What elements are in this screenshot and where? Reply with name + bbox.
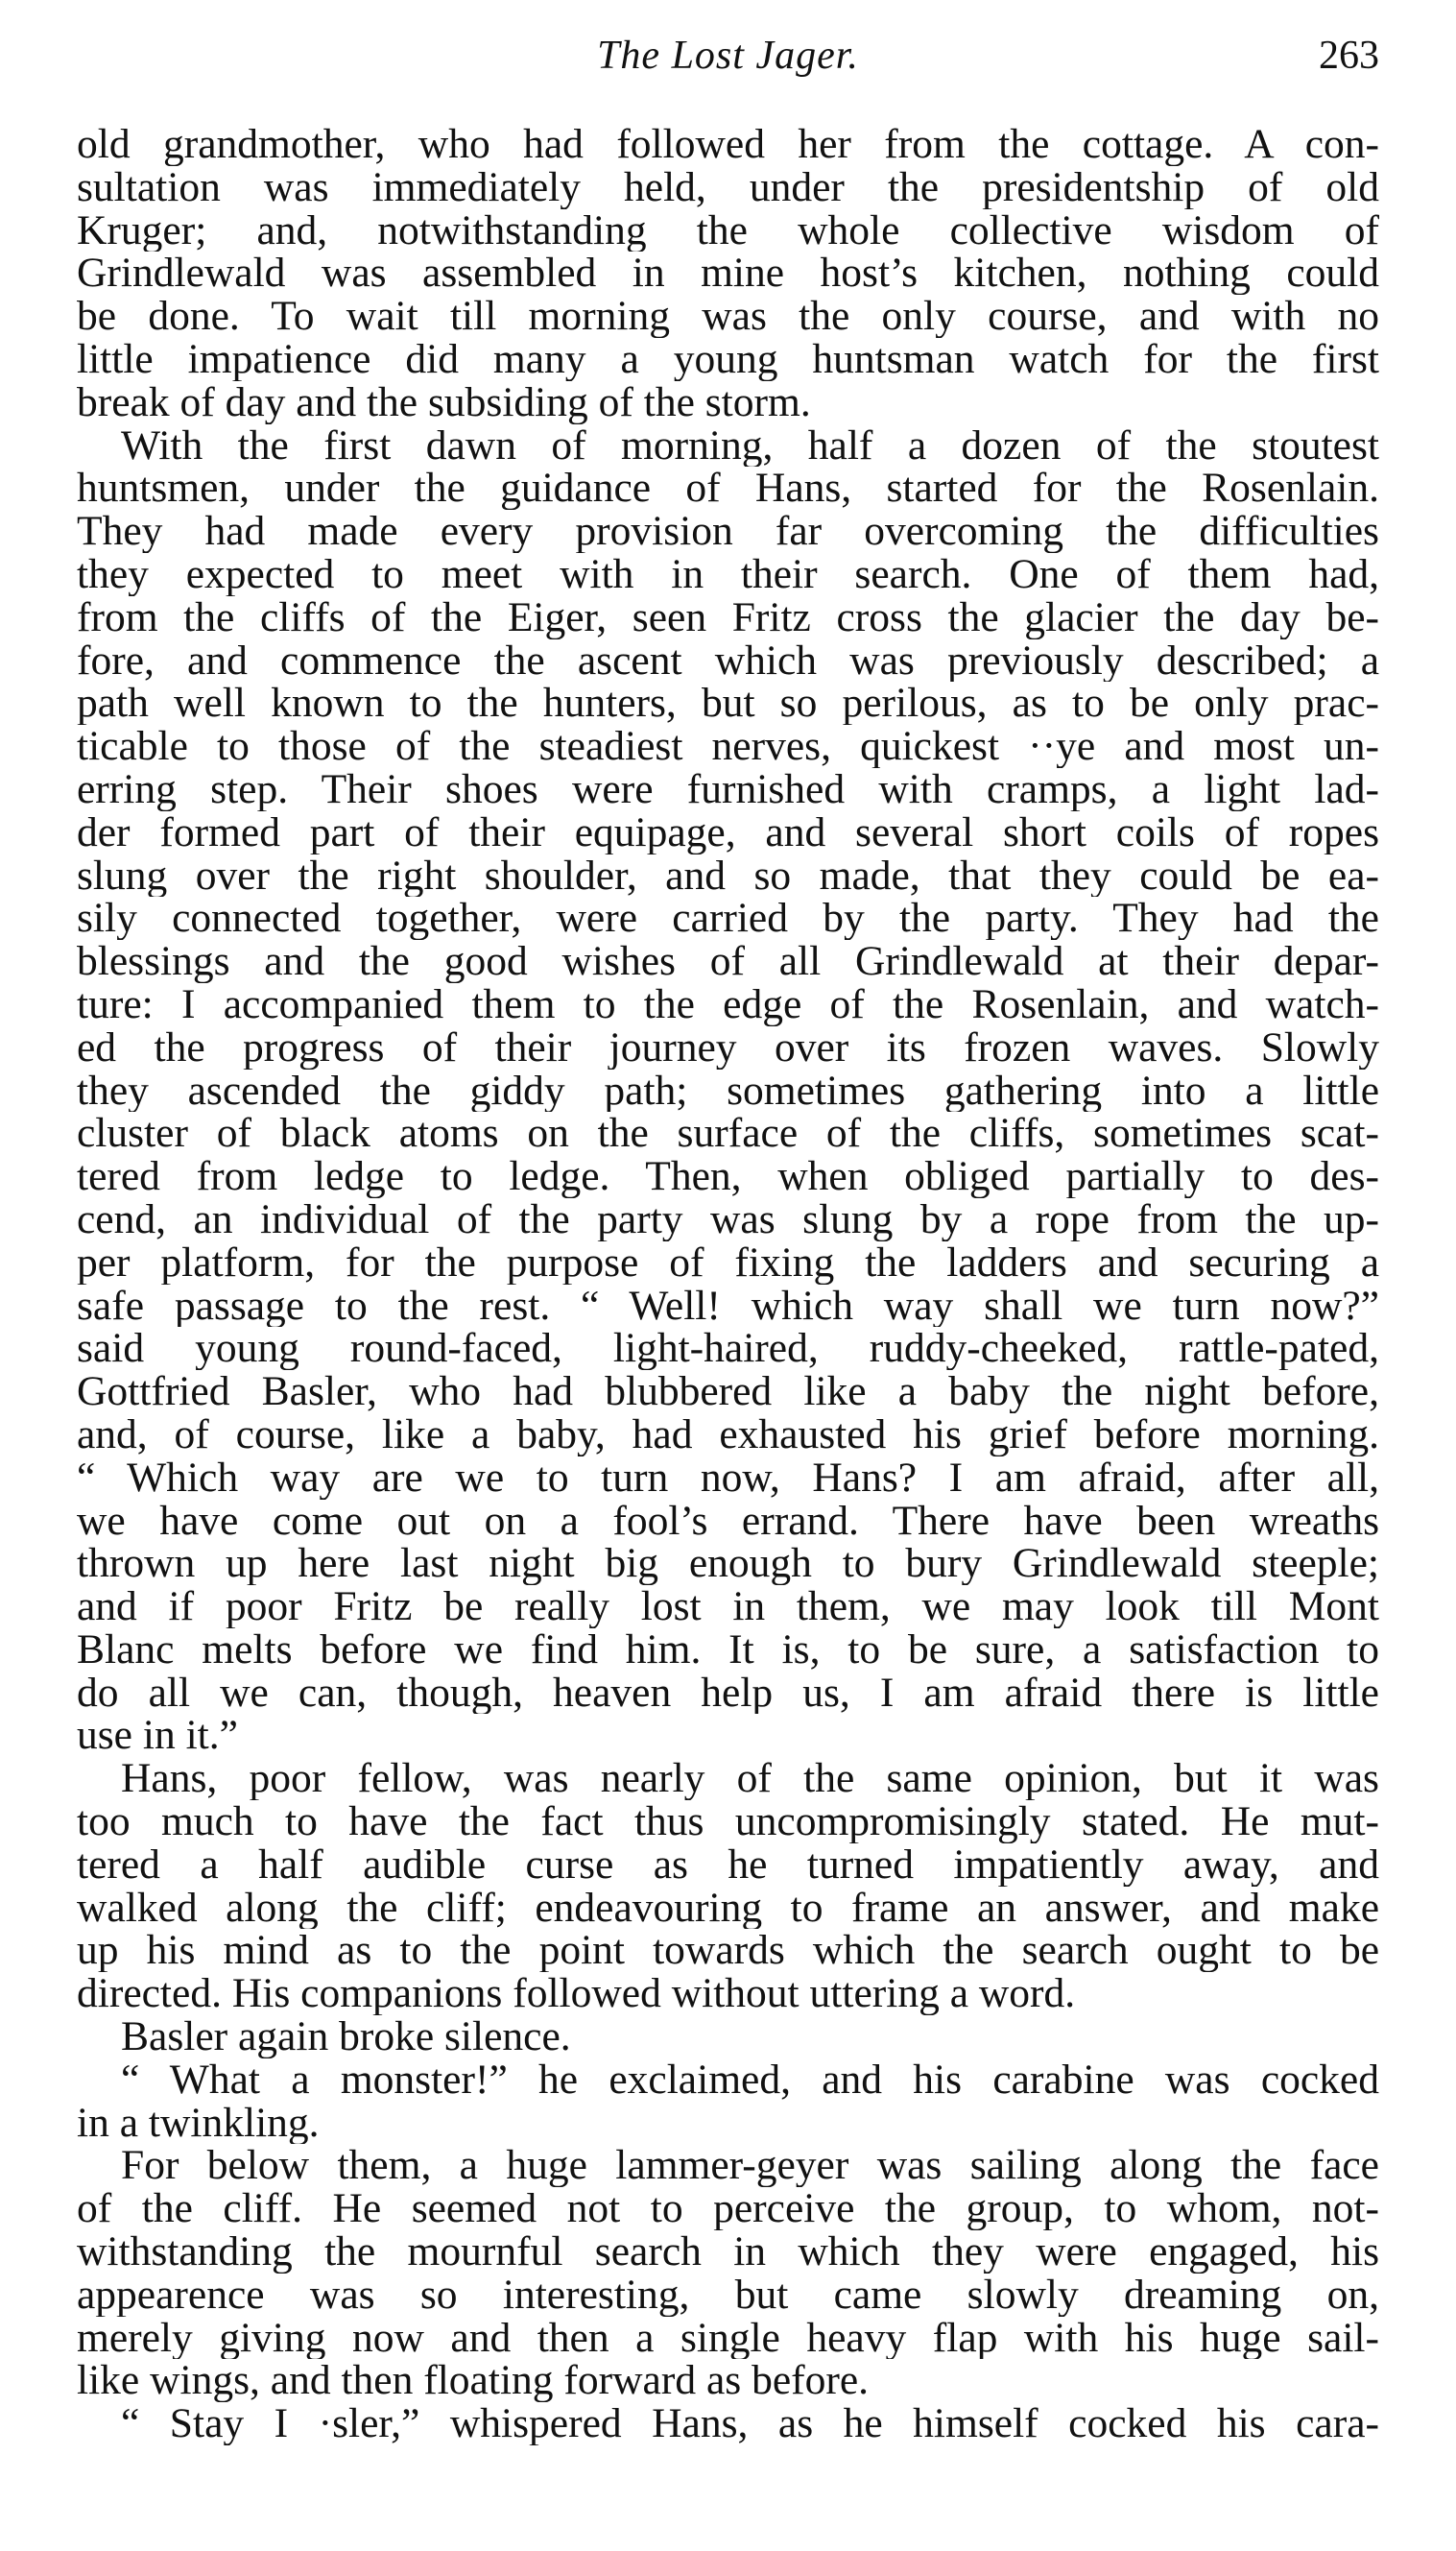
text-line: Kruger; and, notwithstanding the whole collective wisdom of [77, 208, 1379, 253]
text-line: walked along the cliff; endeavouring to frame an answer, and make [77, 1886, 1379, 1930]
text-line: cluster of black atoms on the surface of the cliffs, sometimes scat- [77, 1112, 1379, 1156]
text-line: Grindlewald was assembled in mine host’s kitchen, nothing could [77, 252, 1379, 296]
text-line: safe passage to the rest. “ Well! which way shall we turn now?” [77, 1284, 1379, 1328]
text-line: appearence was so interesting, but came slowly dreaming on, [77, 2273, 1379, 2317]
text-line: fore, and commence the ascent which was previously described; a [77, 638, 1379, 683]
paragraph [77, 1757, 1379, 2015]
text-line: For below them, a huge lammer-geyer was sailing along the face [121, 2144, 1379, 2188]
text-line: be done. To wait till morning was the only course, and with no [77, 295, 1379, 338]
text-line: per platform, for the purpose of fixing the ladders and securing a [77, 1240, 1379, 1285]
text-line: too much to have the fact thus uncompromisingly stated. He mut- [77, 1800, 1379, 1843]
paragraph [77, 2402, 1379, 2445]
text-line: use in it.” [77, 1714, 238, 1758]
text-line: of the cliff. He seemed not to perceive the group, to whom, not- [77, 2187, 1379, 2231]
text-line: “ Stay I ·sler,” whispered Hans, as he himself cocked his cara- [121, 2402, 1379, 2446]
text-line: like wings, and then floating forward as before. [77, 2359, 870, 2403]
text-line: ticable to those of the steadiest nerves, quickest ··ye and most un- [77, 725, 1379, 768]
running-head [77, 27, 1379, 84]
text-line: ed the progress of their journey over its frozen waves. Slowly [77, 1025, 1379, 1070]
text-line: Basler again broke silence. [121, 2015, 571, 2058]
paragraph [77, 2015, 1379, 2058]
text-line: tered from ledge to ledge. Then, when obliged partially to des- [77, 1155, 1379, 1198]
text-line: tered a half audible curse as he turned impatiently away, and [77, 1842, 1379, 1887]
paragraph [77, 424, 1379, 1758]
text-line: “ What a monster!” he exclaimed, and his carabine was cocked [121, 2058, 1379, 2102]
text-line: cend, an individual of the party was slung by a rope from the up- [77, 1197, 1379, 1241]
text-line: merely giving now and then a single heavy flap with his huge sail- [77, 2316, 1379, 2360]
text-line: old grandmother, who had followed her from the cottage. A con- [77, 123, 1379, 166]
text-line: from the cliffs of the Eiger, seen Fritz cross the glacier the day be- [77, 595, 1379, 639]
text-line: ture: I accompanied them to the edge of the Rosenlain, and watch- [77, 982, 1379, 1026]
paragraph [77, 2144, 1379, 2402]
text-line: sily connected together, were carried by the party. They had the [77, 897, 1379, 941]
text-line: der formed part of their equipage, and several short coils of ropes [77, 810, 1379, 854]
text-line: path well known to the hunters, but so perilous, as to be only prac- [77, 682, 1379, 726]
running-title: The Lost Jager. [597, 34, 859, 78]
text-line: blessings and the good wishes of all Grindlewald at their depar- [77, 940, 1379, 983]
text-line: directed. His companions followed without uttering a word. [77, 1972, 1076, 2016]
text-line: said young round-faced, light-haired, ruddy-cheeked, rattle-pated, [77, 1327, 1379, 1371]
text-line: withstanding the mournful search in which they were engaged, his [77, 2230, 1379, 2274]
text-line: break of day and the subsiding of the storm. [77, 380, 811, 424]
page-number: 263 [1319, 34, 1379, 78]
text-line: little impatience did many a young huntsman watch for the first [77, 337, 1379, 381]
text-line: erring step. Their shoes were furnished with cramps, a light lad- [77, 767, 1379, 811]
text-line: we have come out on a fool’s errand. There have been wreaths [77, 1499, 1379, 1543]
paragraph [77, 123, 1379, 424]
text-line: up his mind as to the point towards which the search ought to be [77, 1929, 1379, 1973]
text-line: huntsmen, under the guidance of Hans, started for the Rosenlain. [77, 467, 1379, 511]
text-line: slung over the right shoulder, and so made, that they could be ea- [77, 854, 1379, 898]
text-line: sultation was immediately held, under the presidentship of old [77, 165, 1379, 209]
text-line: and if poor Fritz be really lost in them, we may look till Mont [77, 1585, 1379, 1628]
text-line: They had made every provision far overcoming the difficulties [77, 510, 1379, 553]
text-line: they expected to meet with in their search. One of them had, [77, 552, 1379, 596]
text-line: in a twinkling. [77, 2101, 320, 2145]
text-line: they ascended the giddy path; sometimes gathering into a little [77, 1069, 1379, 1113]
text-line: With the first dawn of morning, half a dozen of the stoutest [121, 423, 1379, 468]
body-text [77, 123, 1379, 2445]
text-line: and, of course, like a baby, had exhausted his grief before morning. [77, 1412, 1379, 1456]
text-line: thrown up here last night big enough to bury Grindlewald steeple; [77, 1542, 1379, 1586]
paragraph [77, 2058, 1379, 2145]
text-line: “ Which way are we to turn now, Hans? I am afraid, after all, [77, 1456, 1379, 1500]
text-line: do all we can, though, heaven help us, I am afraid there is little [77, 1671, 1379, 1715]
text-line: Blanc melts before we find him. It is, to be sure, a satisfaction to [77, 1627, 1379, 1672]
text-line: Gottfried Basler, who had blubbered like a baby the night before, [77, 1370, 1379, 1413]
text-line: Hans, poor fellow, was nearly of the same opinion, but it was [121, 1757, 1379, 1801]
